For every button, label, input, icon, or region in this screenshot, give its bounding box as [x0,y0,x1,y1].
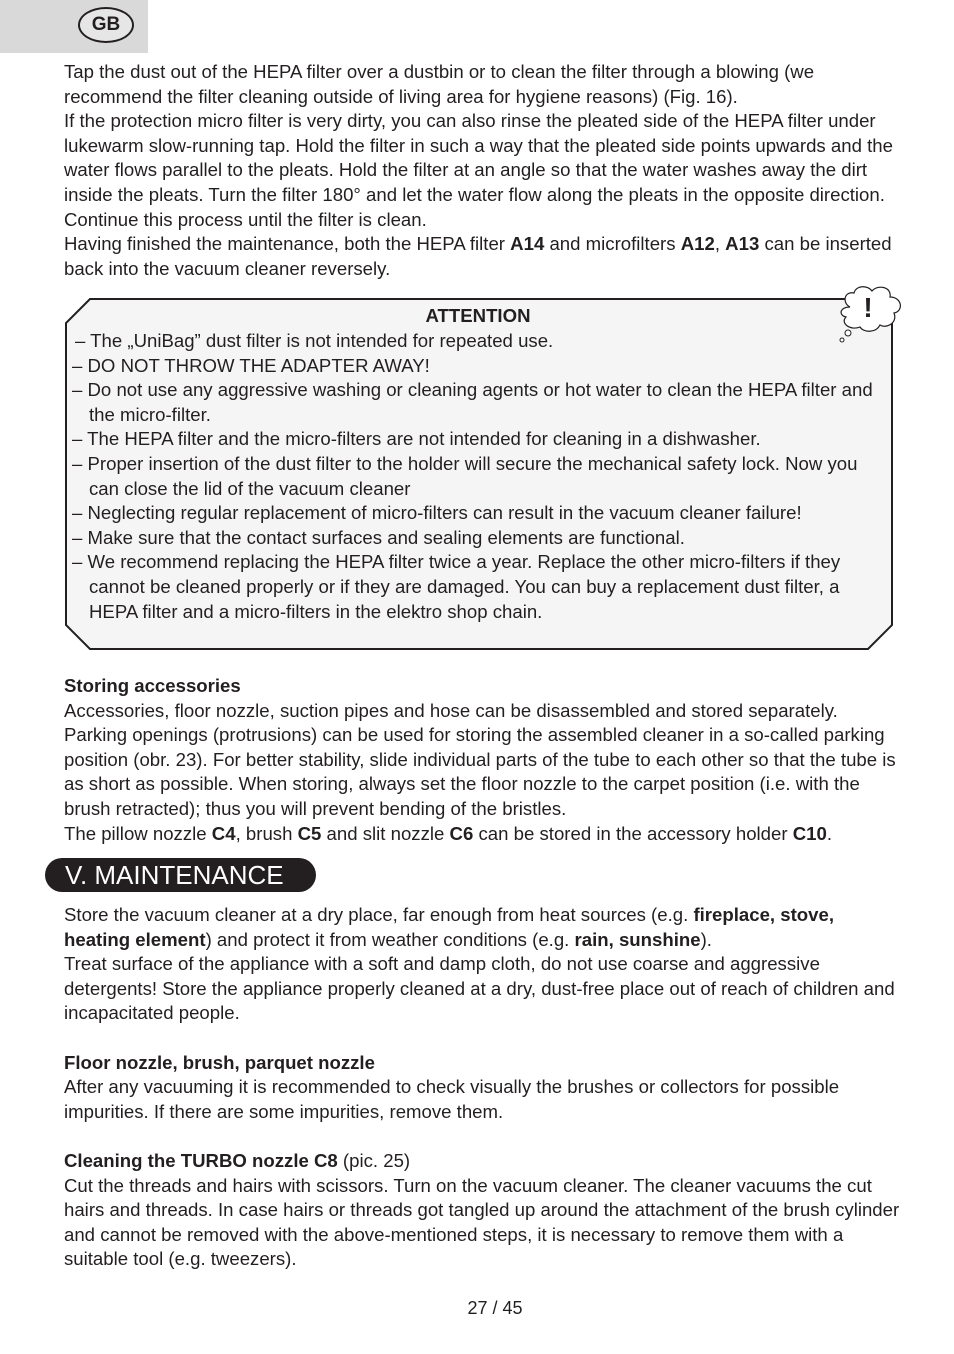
storing-heading: Storing accessories [64,675,241,696]
attention-title: ATTENTION [425,305,531,326]
language-badge: GB [78,7,134,43]
attention-item: – The „UniBag” dust filter is not intended for repeated use. [75,330,554,351]
attention-item: – Neglecting regular replacement of micro-filters can result in the vacuum cleaner failure! [72,502,802,524]
section-title: V. MAINTENANCE [45,858,316,892]
turbo-heading: Cleaning the TURBO nozzle C8 [64,1149,338,1171]
storing-paragraph-2: The pillow nozzle C4, brush C5 and slit nozzle C6 can be stored in the accessory holder C10. [64,822,832,844]
attention-item: – We recommend replacing the HEPA filter twice a year. Replace the other micro-filters if they cannot be cleaned properly or if they are damaged. You can buy a replacement dust filter, a HEPA filter and a micro-filters in the elektro shop chain. [72,551,841,622]
attention-item: – Proper insertion of the dust filter to the holder will secure the mechanical safety lock. Now you can close the lid of the vacuum cleaner [72,452,858,499]
attention-list [72,329,892,624]
attention-box [64,292,894,651]
attention-item: – Make sure that the contact surfaces and sealing elements are functional. [72,526,685,548]
intro-text [64,60,904,281]
intro-paragraph-1: Tap the dust out of the HEPA filter over a dustbin or to clean the filter through a blowing (we recommend the filter cleaning outside of living area for hygiene reasons) (Fig. 16). [64,61,815,107]
turbo-heading-line: Cleaning the TURBO nozzle C8 (pic. 25) [64,1149,411,1171]
maintenance-paragraph-1: Store the vacuum cleaner at a dry place, far enough from heat sources (e.g. fireplace, stove, heating element) and protect it from weather conditions (e.g. rain, sunshine). [64,904,834,950]
attention-item: – DO NOT THROW THE ADAPTER AWAY! [72,354,430,376]
intro-paragraph-2: If the protection micro filter is very dirty, you can also rinse the pleated side of the HEPA filter under lukewarm slow-running tap. Hold the filter in such a way that the pleated side points upwards and the water flows parallel to the pleats. Hold the filter at an angle so that the water washes away the dirt inside the pleats. Turn the filter 180° and let the water flow along the pleats in the opposite direction. Continue this process until the filter is clean. [64,110,893,230]
page-number: 27 / 45 [467,1298,523,1318]
floor-nozzle-heading: Floor nozzle, brush, parquet nozzle [64,1051,375,1073]
floor-nozzle-text: After any vacuuming it is recommended to check visually the brushes or collectors for possible impurities. If there are some impurities, remove them. [64,1076,840,1122]
attention-item: – Do not use any aggressive washing or cleaning agents or hot water to clean the HEPA filter and the micro-filter. [72,379,873,425]
maintenance-paragraph-2: Treat surface of the appliance with a soft and damp cloth, do not use coarse and aggressive detergents! Store the appliance properly cleaned at a dry, dust-free place out of reach of children and incapacitated people. [64,953,895,1024]
storing-paragraph-1: Accessories, floor nozzle, suction pipes and hose can be disassembled and stored separately. Parking openings (protrusions) can be used for storing the assembled cleaner in a so-called parking position (obr. 23). For better stability, slide individual parts of the tube to each other so that the tube is as short as possible. When storing, always set the floor nozzle to the carpet position (i.e. with the brush retracted); thus you will prevent bending of the bristles. [64,699,896,819]
attention-item: – The HEPA filter and the micro-filters are not intended for cleaning in a dishwasher. [72,428,761,450]
svg-text:!: ! [863,292,873,323]
storing-section [64,674,904,846]
intro-paragraph-3: Having finished the maintenance, both the HEPA filter A14 and microfilters A12, A13 can be inserted back into the vacuum cleaner reversely. [64,233,892,279]
turbo-text: Cut the threads and hairs with scissors. Turn on the vacuum cleaner. The cleaner vacuums the cut hairs and threads. In case hairs or threads got tangled up around the attachment of the brush cylinder and cannot be removed with the above-mentioned steps, it is necessary to remove them with a suitable tool (e.g. tweezers). [64,1174,900,1270]
language-tab [0,0,148,53]
maintenance-section [64,903,904,1272]
